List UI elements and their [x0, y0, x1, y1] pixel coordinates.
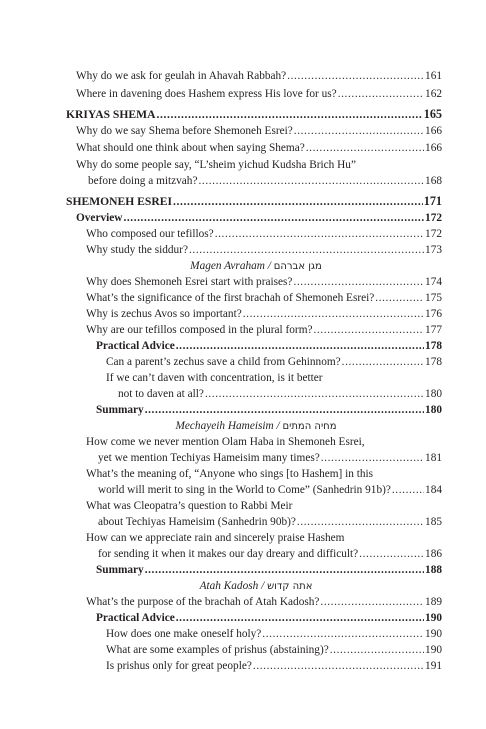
toc-entry-title: What should one think about when saying Shema? [76, 142, 305, 154]
dot-leader [123, 211, 424, 225]
toc-entry-title: Why does Shemoneh Esrei start with praises? [86, 276, 293, 288]
toc-entry-title: Why do some people say, “L’sheim yichud Kudsha Brich Hu” [76, 159, 356, 171]
toc-entry [86, 275, 442, 289]
toc-entry-title: Why study the siddur? [86, 244, 188, 256]
toc-entry-page: 191 [425, 660, 442, 672]
toc-entry [86, 307, 442, 321]
toc-entry-page: 166 [425, 125, 442, 137]
toc-entry [86, 595, 442, 609]
dot-leader [320, 595, 424, 609]
toc-entry [76, 141, 442, 155]
dot-leader [253, 659, 424, 673]
dot-leader [189, 243, 424, 257]
dot-leader [243, 307, 424, 321]
toc-subheading [76, 211, 442, 225]
subheading-title: Summary [96, 564, 144, 576]
toc-entry-page: 185 [425, 516, 442, 528]
dot-leader [215, 227, 424, 241]
toc-entry-continued [106, 371, 442, 385]
dot-leader [294, 124, 424, 138]
toc-subheading [96, 403, 442, 417]
toc-entry-title: Why are our tefillos composed in the plural form? [86, 324, 313, 336]
subheading-page: 180 [425, 404, 442, 416]
toc-entry-page: 162 [425, 88, 442, 100]
toc-entry-title: What’s the purpose of the brachah of Atah Kadosh? [86, 596, 320, 608]
dot-leader [145, 403, 424, 417]
toc-entry [86, 291, 442, 305]
toc-entry-title: If we can’t daven with concentration, is it better [106, 372, 323, 384]
toc-entry [86, 323, 442, 337]
dot-leader [306, 141, 424, 155]
toc-entry [98, 515, 442, 529]
dot-leader [287, 69, 424, 83]
toc-entry-title: How can we appreciate rain and sincerely praise Hashem [86, 532, 345, 544]
toc-entry-title: What are some examples of prishus (abstaining)? [106, 644, 329, 656]
toc-subheading [96, 339, 442, 353]
toc-entry-title: about Techiyas Hameisim (Sanhedrin 90b)? [98, 516, 296, 528]
dot-leader [262, 627, 424, 641]
subheading-page: 172 [425, 212, 442, 224]
subheading-title: Practical Advice [96, 340, 175, 352]
toc-entry-title: Why is zechus Avos so important? [86, 308, 242, 320]
toc-entry-continued [86, 435, 442, 449]
section-page: 165 [423, 107, 442, 121]
toc-entry-title: What’s the meaning of, “Anyone who sings [to Hashem] in this [86, 468, 374, 480]
subtitle-hebrew: מגן אברהם [273, 261, 322, 272]
chapter-subtitle [70, 259, 442, 274]
dot-leader [176, 339, 424, 353]
toc-entry [86, 227, 442, 241]
section-title: SHEMONEH ESREI [66, 195, 172, 208]
toc-entry-continued [86, 531, 442, 545]
dot-leader [342, 355, 424, 369]
toc-entry [76, 69, 442, 83]
subheading-page: 188 [425, 564, 442, 576]
toc-entry-title: yet we mention Techiyas Hameisim many times? [98, 452, 320, 464]
toc-section-heading [66, 194, 442, 209]
dot-leader [176, 611, 424, 625]
dot-leader [392, 483, 424, 497]
subtitle-english: Magen Avraham / [190, 260, 271, 272]
toc-entry-title: for sending it when it makes our day dreary and difficult? [98, 548, 359, 560]
toc-entry-page: 186 [425, 548, 442, 560]
toc-entry-continued [86, 499, 442, 513]
toc-entry-title: What was Cleopatra’s question to Rabbi Meir [86, 500, 293, 512]
dot-leader [375, 291, 424, 305]
toc-entry [76, 87, 442, 101]
toc-entry-page: 181 [425, 452, 442, 464]
dot-leader [338, 87, 424, 101]
toc-entry-page: 173 [425, 244, 442, 256]
subheading-title: Overview [76, 212, 123, 224]
subheading-title: Practical Advice [96, 612, 175, 624]
toc-entry-page: 177 [425, 324, 442, 336]
toc-entry [98, 451, 442, 465]
toc-entry-title: What’s the significance of the first brachah of Shemoneh Esrei? [86, 292, 375, 304]
subtitle-english: Mechayeih Hameisim / [175, 420, 280, 432]
toc-entry-page: 168 [425, 175, 442, 187]
dot-leader [359, 547, 424, 561]
section-page: 171 [423, 194, 442, 208]
toc-entry-title: How does one make oneself holy? [106, 628, 262, 640]
toc-entry [106, 643, 442, 657]
toc-entry [106, 355, 442, 369]
toc-entry-title: Who composed our tefillos? [86, 228, 214, 240]
toc-entry-page: 190 [425, 628, 442, 640]
chapter-subtitle [70, 579, 442, 594]
toc-entry-page: 172 [425, 228, 442, 240]
toc-entry-page: 184 [425, 484, 442, 496]
toc-entry-page: 166 [425, 142, 442, 154]
toc-entry-continued [76, 158, 442, 172]
subtitle-hebrew: מחיה המתים [282, 421, 337, 432]
toc-entry-title: world will merit to sing in the World to Come” (Sanhedrin 91b)? [98, 484, 391, 496]
toc-entry-title: How come we never mention Olam Haba in Shemoneh Esrei, [86, 436, 365, 448]
subtitle-english: Atah Kadosh / [199, 580, 265, 592]
toc-entry [98, 547, 442, 561]
toc-entry-continued [86, 467, 442, 481]
subtitle-hebrew: אתה קדוש [267, 581, 313, 592]
toc-entry [106, 659, 442, 673]
toc-entry-page: 176 [425, 308, 442, 320]
dot-leader [156, 108, 422, 122]
toc-entry-page: 175 [425, 292, 442, 304]
dot-leader [297, 515, 424, 529]
dot-leader [173, 195, 423, 209]
toc-entry-title: Why do we ask for geulah in Ahavah Rabbah? [76, 70, 287, 82]
chapter-subtitle [70, 419, 442, 434]
toc-entry [76, 124, 442, 138]
section-title: KRIYAS SHEMA [66, 108, 156, 121]
dot-leader [293, 275, 424, 289]
subheading-title: Summary [96, 404, 144, 416]
dot-leader [145, 563, 424, 577]
toc-entry-title: not to daven at all? [118, 388, 204, 400]
toc-entry [106, 627, 442, 641]
toc-entry-title: Is prishus only for great people? [106, 660, 252, 672]
subheading-page: 178 [425, 340, 442, 352]
toc-entry-title: Where in davening does Hashem express His love for us? [76, 88, 337, 100]
dot-leader [205, 387, 424, 401]
toc-entry [98, 483, 442, 497]
toc-entry-title: Why do we say Shema before Shemoneh Esrei? [76, 125, 293, 137]
toc-entry-page: 174 [425, 276, 442, 288]
toc-subheading [96, 563, 442, 577]
dot-leader [330, 643, 424, 657]
toc-subheading [96, 611, 442, 625]
dot-leader [321, 451, 424, 465]
toc-entry [118, 387, 442, 401]
toc-entry-title: before doing a mitzvah? [88, 175, 198, 187]
toc-entry-page: 178 [425, 356, 442, 368]
toc-entry [88, 174, 442, 188]
dot-leader [314, 323, 425, 337]
toc-entry-title: Can a parent’s zechus save a child from Gehinnom? [106, 356, 341, 368]
toc-section-heading [66, 107, 442, 122]
toc-entry-page: 180 [425, 388, 442, 400]
dot-leader [198, 174, 424, 188]
toc-entry [86, 243, 442, 257]
toc-entry-page: 189 [425, 596, 442, 608]
toc-entry-page: 190 [425, 644, 442, 656]
subheading-page: 190 [425, 612, 442, 624]
toc-entry-page: 161 [425, 70, 442, 82]
